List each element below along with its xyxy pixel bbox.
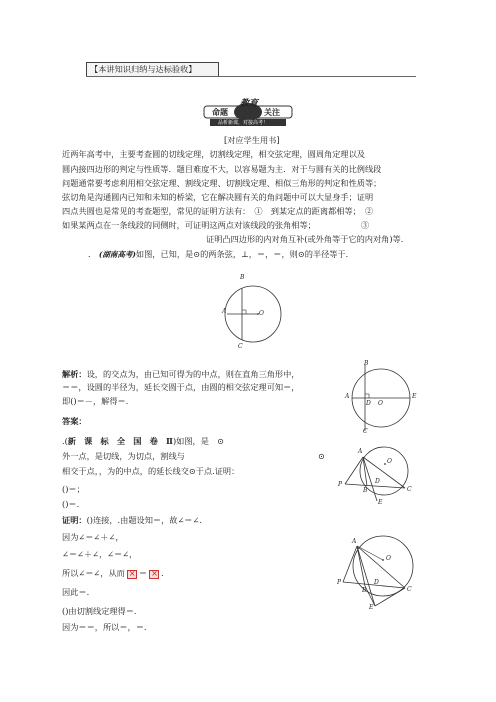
badge-center-text: 教育 [240,99,259,109]
fig1-label-o: O [259,310,264,317]
problem-2-line-3: 相交于点，，为的中点，的延长线交⊙于点.证明： [62,466,240,476]
proof-line: 因此＝. [62,587,90,597]
intro-line: 弦切角是沟通圆内已知和未知的桥梁，它在解决圆有关的角问题中可以大显身手；证明 [62,192,374,202]
fig4-label-b: B [362,587,367,594]
solution-1-line [62,369,299,380]
fig3-label-b: B [363,487,368,494]
proof-text: 所以∠＝∠，从而 [62,568,125,578]
fig2-label-e: E [412,393,417,400]
fig1-label-a: A [222,308,227,315]
fig2-label-a: A [345,393,350,400]
proof-line: ()由切割线定理得＝． [62,606,143,616]
fig1-label-c: C [238,343,243,350]
problem-1-citation: (湖南高考) [98,250,136,259]
figure-4 [337,528,419,612]
intro-line: 证明凸四边形的内对角互补(或外角等于它的内对角)等． [206,234,409,244]
section-header-label: 【本讲知识归纳与达标验收】 [90,64,197,74]
intro-line: 圆内接四边形的判定与性质等．题目难度不大，以容易题为主．对于与圆有关的比例线段 [62,164,382,174]
intro-caption: [对应学生用书] [224,135,280,145]
fig4-label-p: P [337,579,342,586]
intro-line: 近两年高考中，主要考查圆的切线定理，切割线定理，相交弦定理，圆周角定理以及 [62,149,365,159]
problem-1-prefix: ． [88,249,97,259]
broken-image-icon [127,570,137,579]
fig3-label-c: C [407,486,412,493]
proof-line [62,515,202,526]
proof-text: ＝ [138,568,148,578]
solution-1-text: 设，的交点为，由已知可得为的中点，则在直角三角形中， [86,369,300,379]
problem-2-line-2: 外一点，是切线，为切点，割线与 [62,451,185,461]
fig2-label-d1: D [366,400,371,407]
fig4-label-c: C [407,586,412,593]
fig2-label-c: C [363,428,368,435]
intro-line: 问题通常要考虑利用相交弦定理、割线定理、切割线定理、相似三角形的判定和性质等； [62,178,382,188]
intro-line: 四点共圆也是常见的考查题型，常见的证明方法有： ① 到某定点的距离都相等； ② [62,206,374,216]
answer-label: 答案： [62,416,87,426]
proof-label: 证明： [62,515,87,525]
broken-image-icon [149,570,159,579]
fig4-label-d: D [374,579,379,586]
fig3-label-d: D [375,478,380,485]
intro-line: 如果某两点在一条线段的同侧时，可证明这两点对该线段的张角相等； ③ [62,220,370,230]
fig2-label-b: B [364,360,369,367]
section-header [86,62,219,77]
badge-left-text: 命题 [212,108,228,117]
problem-2-citation: 新 课 标 全 国 卷 Ⅱ [67,436,173,446]
fig3-label-o: O [387,458,392,465]
figure-2 [345,360,420,436]
proof-line: ∠＝∠＋∠，∠＝∠， [62,549,138,559]
header-divider [86,76,416,77]
proof-line: 因为＝＝，所以＝，＝. [62,622,147,632]
fig3-label-e: E [378,499,383,506]
proof-text: ()连接，.由题设知＝，故∠＝∠. [86,515,202,525]
solution-1-label: 解析： [62,369,87,379]
problem-1-text: 如图，已知，是⊙的两条弦，⊥，＝，＝，则⊙的半径等于． [135,249,354,259]
badge-subtitle: 品析新课，对接高考！ [218,120,269,126]
problem-2-suffix: )如图，是 ⊙ [172,436,224,446]
fig1-label-b: B [240,274,245,281]
problem-2-q1: ()＝； [62,484,85,494]
proof-text: ． [161,568,170,578]
problem-2-q2: ()＝. [62,499,80,509]
fig3-label-p: P [338,481,343,488]
problem-2-line-1 [62,436,224,447]
fig2-label-o: O [378,400,383,407]
badge-right-text: 关注 [264,108,280,117]
fig4-label-o: O [386,555,391,562]
figure-1 [222,272,284,354]
solution-1-line: 即()＝－，解得＝. [62,396,129,406]
topic-badge [200,96,296,130]
problem-1 [88,249,354,260]
proof-line [62,568,169,579]
figure-3 [337,444,417,508]
fig4-label-a: A [352,538,357,545]
proof-line: 因为∠＝∠＋∠， [62,532,124,542]
fig4-label-e: E [369,604,374,611]
problem-2-line-2-suffix: ⊙ [318,451,325,461]
problem-2-prefix: .( [62,436,68,446]
solution-1-line: ＝＝，设圆的半径为，延长交圆于点，由圆的相交弦定理可知＝， [62,382,300,392]
fig3-label-a: A [358,448,363,455]
